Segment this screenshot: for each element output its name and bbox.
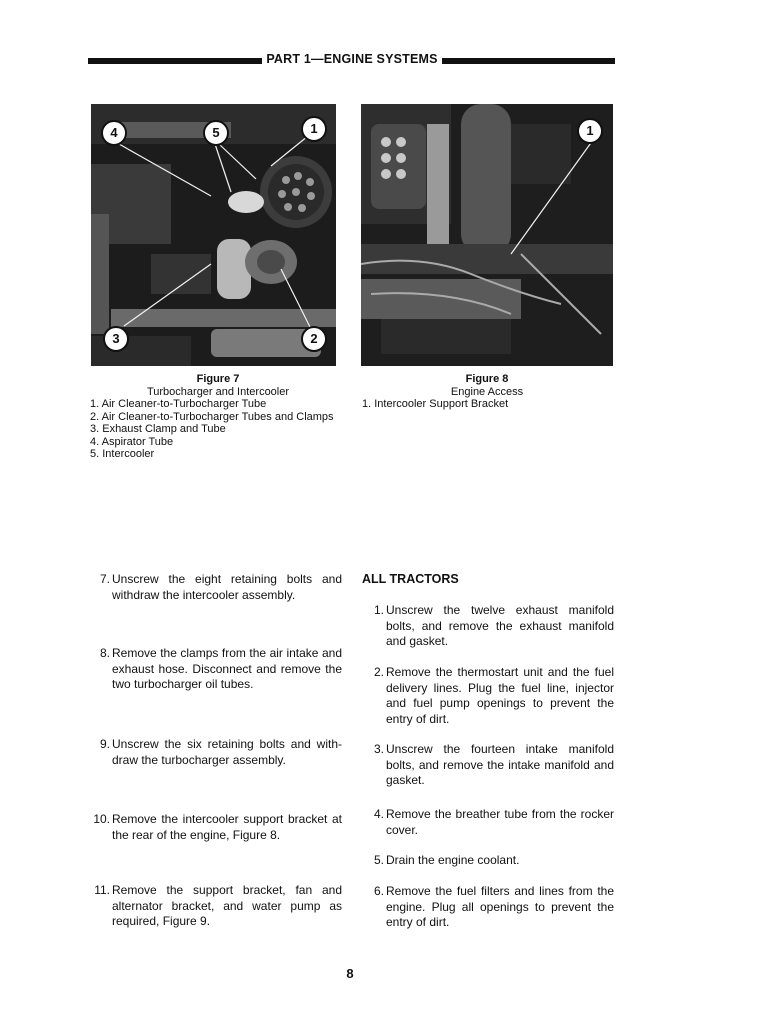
figure-7-caption [90,373,346,461]
step-text: Remove the breather tube from the rocker cover. [386,807,614,837]
step-number: 4. [373,807,384,821]
step-number: 5. [373,853,384,867]
figure-7-legend-item: 2. Air Cleaner-to-Turbocharger Tubes and Clamps [90,410,334,423]
figure-7-photo [91,104,336,366]
step-number: 1. [373,603,384,617]
step-text: Remove the fuel filters and lines from the engine. Plug all openings to prevent the entry of dirt. [386,884,614,929]
step-9 [88,737,342,768]
figure-7-subtitle: Turbocharger and Intercooler [146,385,290,398]
step-number: 3. [373,742,384,756]
figure-8-legend-item: 1. Intercooler Support Bracket [362,398,509,410]
figure-8-caption [362,373,612,411]
tractor-step-2 [362,665,614,727]
page-number: 8 [346,966,354,981]
step-text: Remove the intercooler support bracket at the rear of the engine, Figure 8. [112,812,342,842]
figure-7-title: Figure 7 [196,373,240,385]
step-10 [88,812,342,843]
figure-7-callout-5: 5 [203,120,229,146]
figure-8-callout-1: 1 [577,118,603,144]
step-number: 8. [99,646,110,660]
step-text: Unscrew the twelve exhaust manifold bolts, and remove the exhaust manifold and gasket. [386,603,614,648]
step-11 [88,883,342,930]
tractor-step-5 [362,853,614,869]
figure-8-photo [361,104,613,366]
section-header: PART 1—ENGINE SYSTEMS [266,52,438,66]
step-text: Drain the engine coolant. [386,853,520,867]
step-text: Remove the thermostart unit and the fuel delivery lines. Plug the fuel line, injector and fuel pump openings to prevent the entry of dirt. [386,665,614,726]
tractor-step-6 [362,884,614,931]
step-text: Unscrew the fourteen intake manifold bolts, and remove the intake manifold and gasket. [386,742,614,787]
step-text: Unscrew the eight retaining bolts and withdraw the intercooler assembly. [112,572,342,602]
figure-8-subtitle: Engine Access [450,385,524,398]
figure-8-title: Figure 8 [465,373,509,385]
step-number: 10. [93,812,110,826]
step-text: Unscrew the six retaining bolts and with-draw the turbocharger assembly. [112,737,342,767]
step-text: Remove the clamps from the air intake and exhaust hose. Disconnect and remove the two turbocharger oil tubes. [112,646,342,691]
figure-7-callout-2: 2 [301,326,327,352]
figure-7-callout-3: 3 [103,326,129,352]
figure-7-legend-item: 4. Aspirator Tube [90,435,174,448]
step-number: 7. [99,572,110,586]
figure-8-legend [362,398,612,411]
figure-7-legend [90,398,346,461]
header-rule-left [88,58,262,64]
step-number: 6. [373,884,384,898]
step-8 [88,646,342,693]
tractor-step-3 [362,742,614,789]
figure-7-legend-item: 5. Intercooler [90,448,155,460]
figure-7-callout-1: 1 [301,116,327,142]
figure-7-callout-4: 4 [101,120,127,146]
header-rule-right [442,58,615,64]
step-number: 2. [373,665,384,679]
figure-7-legend-item: 3. Exhaust Clamp and Tube [90,423,226,435]
all-tractors-heading: ALL TRACTORS [362,572,459,586]
step-7 [88,572,342,603]
step-text: Remove the support bracket, fan and alternator bracket, and water pump as required, Figure 9. [112,883,342,928]
figure-7-legend-item: 1. Air Cleaner-to-Turbocharger Tube [90,398,267,410]
step-number: 9. [99,737,110,751]
step-number: 11. [94,883,110,897]
tractor-step-4 [362,807,614,838]
tractor-step-1 [362,603,614,650]
